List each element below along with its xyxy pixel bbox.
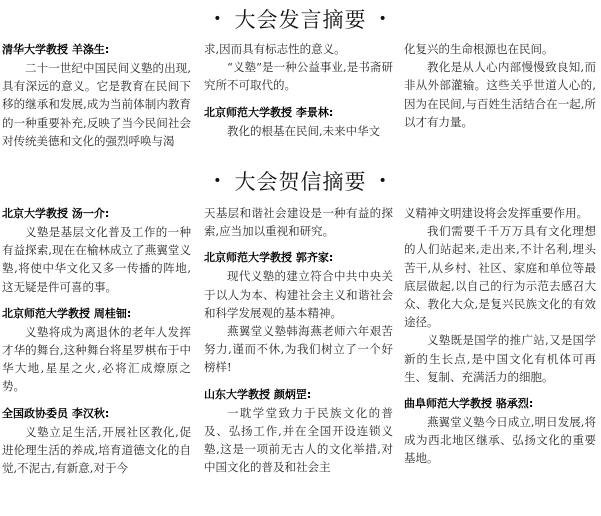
speech-paragraph: 二十一世纪中国民间义塾的出现,具有深远的意义。它是教育在民间下移的继承和发展,成为当前体制内教育的一种重要补充,反映了当今民间社会对传统美德和文化的强烈呼唤与渴 — [2, 61, 191, 148]
letter-paragraph: 义塾既是国学的推广站,又是国学新的生长点,是中国文化有机体可再生、复制、充满活力的细胞。 — [404, 333, 596, 384]
speaker-byline: 全国政协委员 李汉秋: — [2, 406, 110, 420]
letters-column-1 — [2, 204, 191, 477]
letters-column-2 — [204, 204, 393, 476]
bullet-right: • — [378, 173, 388, 189]
speech-paragraph: 教化的根基在民间,未来中华文 — [227, 123, 381, 138]
speeches-column-3 — [404, 40, 596, 131]
speaker-byline: 北京师范大学教授 郭齐家: — [204, 251, 334, 265]
section-banner-letters — [0, 164, 601, 198]
letter-paragraph: 义塾将成为离退休的老年人发挥才华的舞台,这种舞台将星罗棋布于中华大地,星星之火,必将汇成燎原之势。 — [2, 324, 191, 394]
letter-paragraph: 义塾立足生活,开展社区教化,促进伦理生活的养成,培育道德文化的自觉,不泥古,有新意,对于今 — [2, 424, 191, 476]
speaker-byline: 曲阜师范大学教授 骆承烈: — [404, 397, 534, 411]
speech-paragraph: 求,因而具有标志性的意义。 — [204, 42, 346, 56]
letter-paragraph: 一耽学堂致力于民族文化的普及、弘扬工作,并在全国开设连锁义塾,这是一项前无古人的文化举措,对中国文化的普及和社会主 — [204, 405, 393, 475]
letter-paragraph: 现代义塾的建立符合中共中央关于以人为本、构建社会主义和谐社会和科学发展观的基本精神。 — [204, 269, 393, 320]
speech-paragraph: “义塾”是一种公益事业,是书斋研究所不可取代的。 — [204, 60, 393, 93]
bullet-right: • — [378, 11, 388, 27]
speeches-column-1 — [2, 40, 191, 150]
speaker-byline: 北京师范大学教授 李景林: — [204, 105, 334, 119]
bullet-left: • — [213, 173, 223, 189]
speaker-byline: 清华大学教授 羊涤生: — [2, 43, 110, 56]
letter-paragraph: 义塾是基层文化普及工作的一种有益探索,现在在榆林成立了燕翼堂义塾,将使中华文化又多一传播的阵地,这无疑是件可喜的事。 — [2, 225, 191, 294]
section-title-letters: 大会贺信摘要 — [234, 170, 367, 194]
speaker-byline: 北京大学教授 汤一介: — [2, 207, 110, 220]
letter-paragraph: 义精神文明建设将会发挥重要作用。 — [404, 206, 588, 220]
section-title-speeches: 大会发言摘要 — [234, 8, 367, 32]
letters-column-3 — [404, 204, 596, 468]
bullet-left: • — [213, 11, 223, 27]
speaker-byline: 山东大学教授 颜炳罡: — [204, 387, 312, 401]
letter-paragraph: 我们需要千千万万具有文化理想的人们站起来,走出来,不计名利,埋头苦干,从乡村、社区、家庭和单位等最底层做起,以自己的行为示范去感召大众、教化大众,是复兴民族文化的有效途径。 — [404, 224, 596, 330]
letter-paragraph: 燕翼堂义塾今日成立,明日发展,将成为西北地区继承、弘扬文化的重要基地。 — [404, 415, 596, 466]
speech-paragraph: 化复兴的生命根源也在民间。 — [404, 42, 554, 56]
speaker-byline: 北京师范大学教授 周桂钿: — [2, 306, 132, 320]
speeches-column-2 — [204, 40, 393, 140]
letter-paragraph: 天基层和谐社会建设是一种有益的探索,应当加以重视和研究。 — [204, 206, 393, 239]
section-banner-speeches — [0, 2, 601, 36]
speech-paragraph: 教化是从人心内部慢慢致良知,而非从外部灌输。这些关乎世道人心的,因为在民间,与百姓生活结合在一起,所以才有力量。 — [404, 60, 596, 129]
letter-paragraph: 燕翼堂义塾韩海燕老师六年艰苦努力,谨而不休,为我们树立了一个好榜样! — [204, 324, 393, 375]
